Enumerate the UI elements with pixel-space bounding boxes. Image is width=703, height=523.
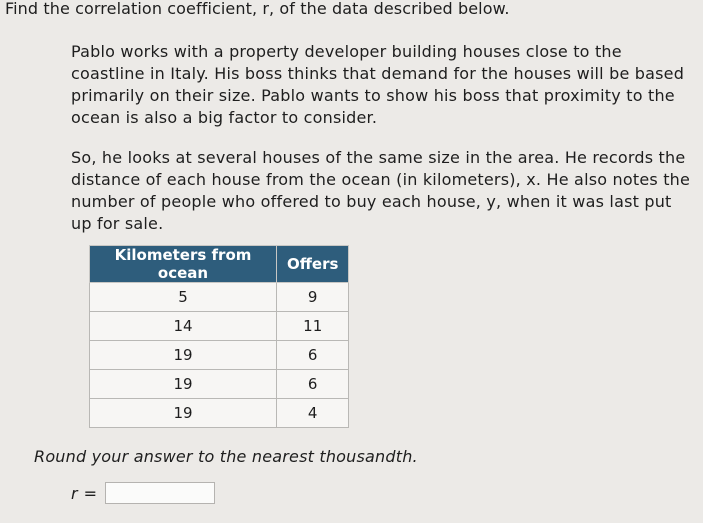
- instruction-header: Find the correlation coefficient, r, of the data described below.: [5, 0, 510, 18]
- table-row: [90, 341, 349, 370]
- table-cell-offers: 11: [277, 312, 349, 341]
- equals-sign: =: [83, 483, 97, 503]
- column-header-kilometers: Kilometers from ocean: [90, 246, 277, 283]
- data-table: [89, 245, 349, 428]
- answer-row: [71, 482, 215, 504]
- problem-passage: [71, 41, 696, 253]
- table-cell-kilometers: 19: [90, 341, 277, 370]
- table-row: [90, 312, 349, 341]
- table-row: [90, 283, 349, 312]
- table-cell-offers: 6: [277, 370, 349, 399]
- passage-paragraph-1: Pablo works with a property developer building houses close to the coastline in Italy. His boss thinks that demand for the houses will be based primarily on their size. Pablo wants to show his boss that proximity to the ocean is also a big factor to consider.: [71, 42, 685, 127]
- answer-input[interactable]: [105, 482, 215, 504]
- table-row: [90, 370, 349, 399]
- table-cell-offers: 6: [277, 341, 349, 370]
- table-cell-offers: 4: [277, 399, 349, 428]
- table-cell-kilometers: 14: [90, 312, 277, 341]
- answer-variable-label: r: [71, 483, 78, 503]
- table-cell-kilometers: 19: [90, 370, 277, 399]
- table-row: [90, 399, 349, 428]
- rounding-instruction: Round your answer to the nearest thousandth.: [34, 447, 418, 466]
- table-header-row: [90, 246, 349, 283]
- table-cell-offers: 9: [277, 283, 349, 312]
- passage-paragraph-2: So, he looks at several houses of the same size in the area. He records the distance of each house from the ocean (in kilometers), x. He also notes the number of people who offered to buy each house, y, when it was last put up for sale.: [71, 148, 691, 233]
- table-cell-kilometers: 5: [90, 283, 277, 312]
- table-cell-kilometers: 19: [90, 399, 277, 428]
- column-header-offers: Offers: [277, 246, 349, 283]
